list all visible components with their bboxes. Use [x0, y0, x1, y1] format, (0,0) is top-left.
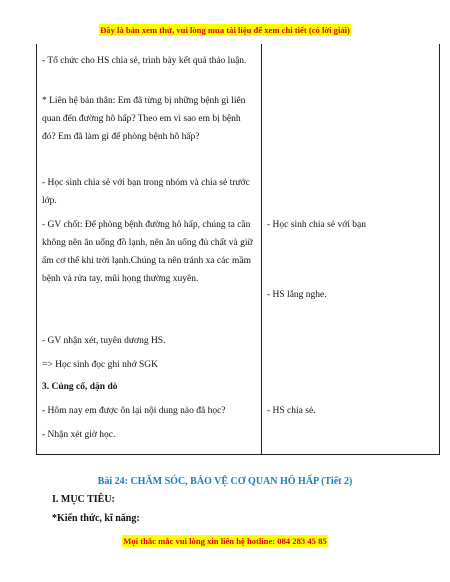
student-activity-1: - Học sinh chia sẻ với bạn	[267, 220, 366, 230]
hotline-banner	[0, 536, 450, 546]
lesson-activity-table	[36, 44, 440, 455]
student-activity-3: - HS chia sẻ.	[267, 406, 316, 416]
sub-heading: *Kiến thức, kĩ năng:	[52, 513, 140, 524]
student-activity-2: - HS lắng nghe.	[267, 290, 327, 300]
section-heading: I. MỤC TIÊU:	[52, 494, 115, 505]
teacher-activity-1: - Tổ chức cho HS chia sẻ, trình bày kết quả thảo luận.	[42, 56, 247, 66]
teacher-activity-7: - Hôm nay em được ôn lại nội dung nào đã học?	[42, 406, 226, 416]
teacher-activity-4: - GV chốt: Để phòng bệnh đường hô hấp, chúng ta cần không nên ăn uống đồ lạnh, nên ăn uống đủ chất và giữ ấm cơ thể khi trời lạnh.Chúng ta nên tránh xa các mầm bệnh và rửa tay, mũi họng thường xuyên.	[42, 220, 253, 284]
hotline-text: Mọi thắc mắc vui lòng xin liên hệ hotline: 084 283 45 85	[123, 536, 327, 546]
teacher-activity-6: => Học sinh đọc ghi nhớ SGK	[42, 360, 159, 370]
preview-notice-banner	[0, 25, 450, 35]
teacher-activity-3: - Học sinh chia sẻ với bạn trong nhóm và chia sẻ trước lớp.	[42, 178, 250, 206]
teacher-activity-2: * Liên hệ bản thân: Em đã từng bị những bệnh gì liên quan đến đường hô hấp? Theo em vì sao em bị bệnh đó? Em đã làm gì để phòng bệnh hô hấp?	[42, 96, 246, 142]
lesson-title: Bài 24: CHĂM SÓC, BẢO VỆ CƠ QUAN HÔ HẤP (Tiết 2)	[97, 476, 353, 487]
column-divider	[261, 44, 262, 454]
teacher-activity-5: - GV nhận xét, tuyên dương HS.	[42, 336, 166, 346]
teacher-activity-8: - Nhận xét giờ học.	[42, 430, 116, 440]
preview-notice-text: Đây là bản xem thử, vui lòng mua tài liệu để xem chi tiết (có lời giải)	[100, 25, 350, 35]
section-consolidation: 3. Củng cố, dặn dò	[42, 382, 118, 392]
